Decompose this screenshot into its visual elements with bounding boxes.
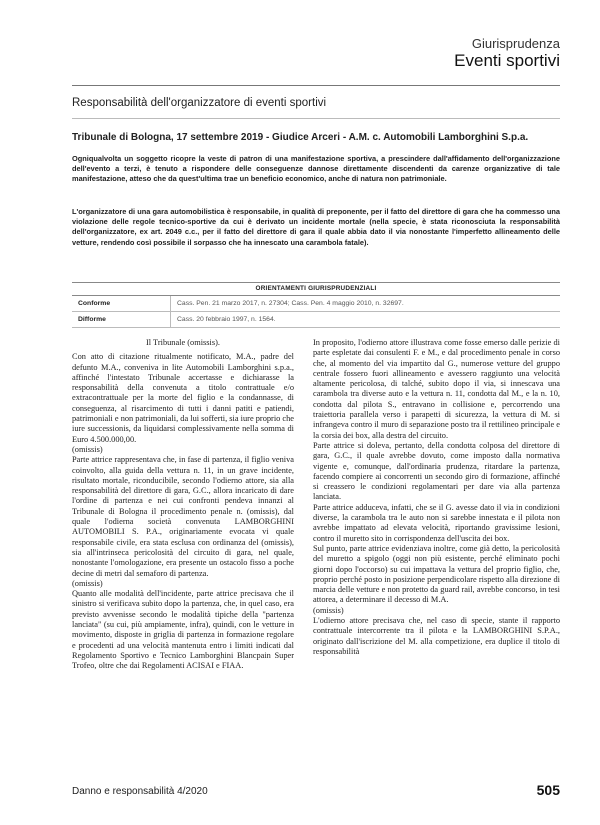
paragraph: Sul punto, parte attrice evidenziava inoltre, come già detto, la pericolosità del muretto a spigolo (oggi non più esistente, perché eliminato pochi giorni dopo l'occorso) su cui impattava la vettura del proprio figlio, che, proprio perché posto in posizione perpendicolare rispetto alla direzione di marcia delle vetture e non protetto da guard rail, avrebbe concorso, in tesi attorea, a determinare il decesso di M.A. <box>313 543 560 605</box>
body-column-left <box>72 338 294 672</box>
row-label: Difforme <box>72 312 171 327</box>
paragraph: L'odierno attore precisava che, nel caso di specie, stante il rapporto contrattuale intercorrente tra il pilota e la LAMBORGHINI S.P.A., originato dall'iscrizione del M. alla competizione, era duplice il titolo di responsabilità <box>313 616 560 656</box>
orientamenti-title: ORIENTAMENTI GIURISPRUDENZIALI <box>72 282 560 296</box>
running-header <box>454 36 560 71</box>
paragraph: Quanto alle modalità dell'incidente, parte attrice precisava che il sinistro si verificava subito dopo la partenza, che, in quel caso, era previsto avvenisse secondo le modalità tipiche della "partenza lanciata" (su cui, più ampiamente, infra), quindi, con le vetture in movimento, disposte in griglia di partenza in formazione regolare e procedenti ad una velocità mantenuta entro i limiti indicati dal Regolamento Sportivo e Tecnico Lamborghini Blancpain Super Trofeo, oltre che dai Regolamenti ACISAI e FIAA. <box>72 589 294 671</box>
journal-footer: Danno e responsabilità 4/2020 <box>72 786 208 797</box>
paragraph: (omissis) <box>72 578 103 588</box>
table-row <box>72 312 560 328</box>
orientamenti-table <box>72 282 560 328</box>
body-column-right <box>313 338 560 657</box>
row-value: Cass. Pen. 21 marzo 2017, n. 27304; Cass. Pen. 4 maggio 2010, n. 32697. <box>177 300 404 307</box>
paragraph: (omissis) <box>72 444 103 454</box>
massima-2: L'organizzatore di una gara automobilistica è responsabile, in qualità di preponente, per il fatto del direttore di gara che ha commesso una violazione delle regole tecnico-sportive da cui è derivato un incidente mortale (nella specie, è stata riconosciuta la responsabilità dell'organizzatore, ex art. 2049 c.c., per il fatto del direttore di gara il quale abbia dato il via nonostante l'imperfetto allineamento delle vetture, rendendo così possibile il sorpasso che ha innescato una carambola fatale). <box>72 207 560 247</box>
paragraph: Parte attrice adduceva, infatti, che se il G. avesse dato il via in condizioni diverse, la carambola tra le auto non si sarebbe innestata e il pilota non avrebbe impattato ad elevata velocità, riportando gravissime lesioni, contro il muretto sito in corrispondenza dell'uscita dei box. <box>313 502 560 543</box>
court-citation: Tribunale di Bologna, 17 settembre 2019 - Giudice Arceri - A.M. c. Automobili Lamborghini S.p.a. <box>72 132 529 143</box>
body-heading: Il Tribunale (omissis). <box>146 338 220 347</box>
massima-1: Ogniqualvolta un soggetto ricopre la veste di patron di una manifestazione sportiva, a prescindere dall'affidamento dell'organizzazione dell'evento a terzi, è tenuto a rispondere delle conseguenze dannose direttamente discendenti da carenze organizzative di tale manifestazione, atteso che da quest'ultima trae un beneficio economico, anche di natura non patrimoniale. <box>72 154 560 184</box>
header-rule <box>72 85 560 86</box>
title-rule <box>72 118 560 119</box>
article-title: Responsabilità dell'organizzatore di eventi sportivi <box>72 97 327 109</box>
topic-name: Eventi sportivi <box>454 51 560 70</box>
table-row <box>72 296 560 312</box>
paragraph: (omissis) <box>313 605 344 615</box>
row-value: Cass. 20 febbraio 1997, n. 1564. <box>177 316 276 323</box>
paragraph: Parte attrice si doleva, pertanto, della condotta colposa del direttore di gara, G.C., il quale avrebbe dovuto, come imposto dalla normativa vigente e, comunque, dall'ordinaria prudenza, ritardare la partenza, facendo compiere ai concorrenti un secondo giro di formazione, affinché si creassero le condizioni regolamentari per dare via alla partenza lanciata. <box>313 440 560 502</box>
row-label: Conforme <box>72 296 171 311</box>
paragraph: Con atto di citazione ritualmente notificato, M.A., padre del defunto M.A., conveniva in lite Automobili Lamborghini s.p.a., affinché l'intestato Tribunale accertasse e dichiarasse la responsabilità della convenuta a titolo contrattuale e/o extracontrattuale per la morte del figlio e la condannasse, di conseguenza, al risarcimento di tutti i danni patiti e patiendi, patrimoniali e non patrimoniali, da lui sofferti, sia iure proprio che iure successionis, da liquidarsi complessivamente nella somma di Euro 4.500.000,00. <box>72 352 294 444</box>
page-number: 505 <box>536 782 560 798</box>
paragraph: In proposito, l'odierno attore illustrava come fosse emerso dalle perizie di parte espletate dai consulenti F. e M., e dal procedimento penale in corso che, al momento del via impartito dal G., numerose vetture del gruppo centrale fossero fuori allineamento e avessero raggiunto una velocità altamente pericolosa, di talché, subito dopo il via, si innescava una carambola tra diverse auto e la vettura n. 11, condotta dal M., e la n. 10, condotta dal pilota S., entravano in collisione e, percorrendo una traiettoria parallela verso i parapetti di sicurezza, la vettura di M. si infrangeva contro il muro di separazione posto tra il rettilineo principale e la corsia dei box, alla destra del circuito. <box>313 338 560 440</box>
section-name: Giurisprudenza <box>471 36 560 51</box>
paragraph: Parte attrice rappresentava che, in fase di partenza, il figlio veniva coinvolto, alla guida della vettura n. 11, in un grave incidente, risultato mortale, riconducibile, secondo l'odierno attore, sia alla responsabilità del direttore di gara, G.C., allora incaricato di dare l'ordine di partenza e nei cui confronti pendeva innanzi al Tribunale di Bologna il procedimento penale n. (omissis), dal quale l'odierna società convenuta LAMBORGHINI AUTOMOBILI S. P.A., originariamente evocata vi quale responsabile civile, era stata esclusa con ordinanza del (omissis), sia all'intrinseca pericolosità del circuito di gara, nel quale, nonostante l'omologazione, era presente un ostacolo fisso a poche decine di metri dal semaforo di partenza. <box>72 455 294 578</box>
